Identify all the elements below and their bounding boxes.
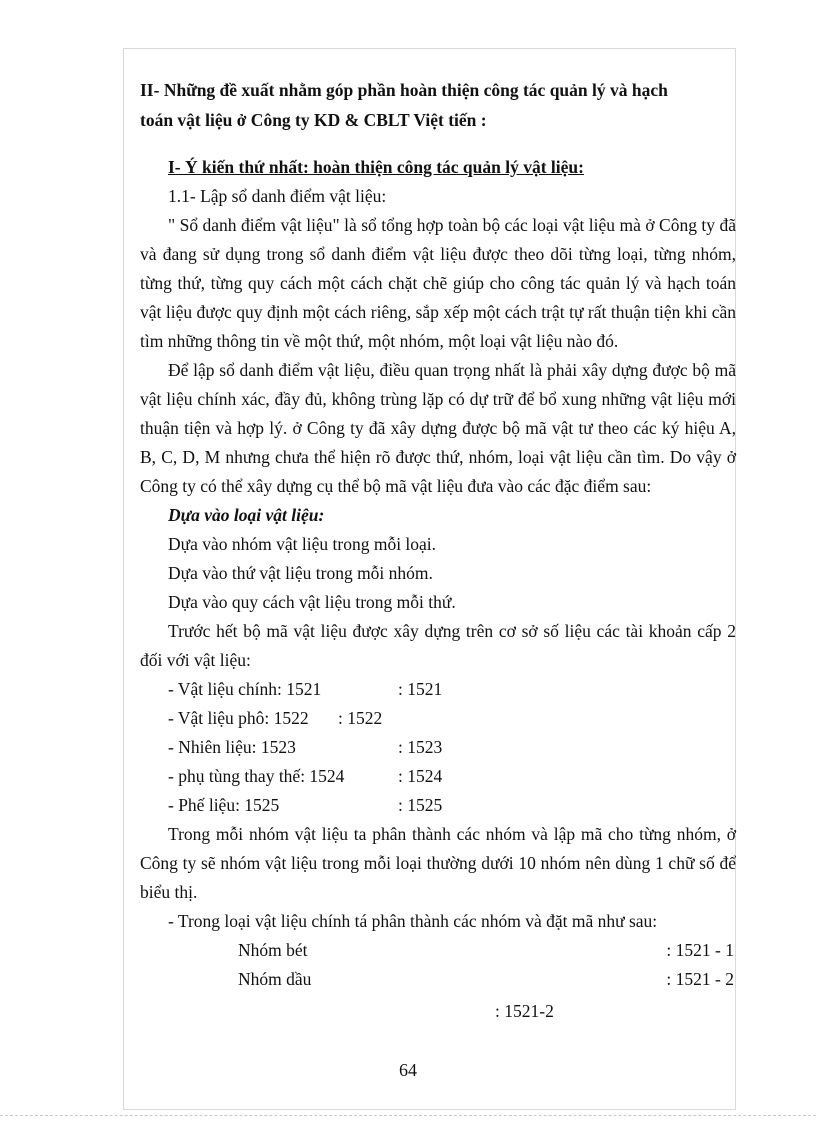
account-code: : 1525 — [398, 795, 443, 815]
account-label: - Vật liệu chính: 1521 — [168, 679, 322, 699]
group-code: : 1521 - 1 — [666, 940, 734, 960]
paragraph-accounts-intro: Trước hết bộ mã vật liệu được xây dựng trên cơ sở số liệu các tài khoản cấp 2 đối với vật liệu: — [140, 621, 736, 670]
account-row — [140, 733, 736, 762]
group-row — [140, 936, 736, 965]
account-label: - Nhiên liệu: 1523 — [168, 737, 296, 757]
account-code: : 1522 — [338, 708, 383, 728]
paragraph-main-material-groups: - Trong loại vật liệu chính tá phân thành các nhóm và đặt mã như sau: — [168, 911, 658, 931]
account-row — [140, 704, 736, 733]
trailing-code: : 1521-2 — [495, 1001, 554, 1021]
account-row — [140, 791, 736, 820]
basis-line: Dựa vào nhóm vật liệu trong mỗi loại. — [168, 534, 437, 554]
subsection-title: I- Ý kiến thứ nhất: hoàn thiện công tác quản lý vật liệu: — [168, 157, 584, 177]
basis-line: Dựa vào quy cách vật liệu trong mỗi thứ. — [168, 592, 456, 612]
account-label: - phụ tùng thay thế: 1524 — [168, 766, 345, 786]
item-1-1-heading: 1.1- Lập sổ danh điểm vật liệu: — [168, 186, 387, 206]
account-row — [140, 762, 736, 791]
account-code: : 1524 — [398, 766, 443, 786]
paragraph-group-coding: Trong mỗi nhóm vật liệu ta phân thành các nhóm và lập mã cho từng nhóm, ở Công ty sẽ nhóm vật liệu trong mỗi loại thường dưới 10 nhóm nên dùng 1 chữ số để biểu thị. — [140, 824, 736, 902]
emphasis-heading: Dựa vào loại vật liệu: — [168, 505, 325, 525]
document-body — [140, 75, 736, 1026]
account-row — [140, 675, 736, 704]
section-title-line-2: toán vật liệu ở Công ty KD & CBLT Việt tiến : — [140, 110, 487, 130]
basis-line: Dựa vào thứ vật liệu trong mỗi nhóm. — [168, 563, 433, 583]
group-row — [140, 965, 736, 994]
page-number: 64 — [399, 1060, 417, 1080]
section-title-line-1: II- Những đề xuất nhằm góp phần hoàn thiện công tác quản lý và hạch — [140, 80, 668, 100]
paragraph-code-system: Để lập sổ danh điểm vật liệu, điều quan trọng nhất là phải xây dựng được bộ mã vật liệu chính xác, đầy đủ, không trùng lặp có dự trữ để bổ xung những vật liệu mới thuận tiện và hợp lý. ở Công ty đã xây dựng được bộ mã vật tư theo các ký hiệu A, B, C, D, M nhưng chưa thể hiện rõ được thứ, nhóm, loại vật liệu cần tìm. Do vậy ở Công ty có thể xây dựng cụ thể bộ mã vật liệu đưa vào các đặc điểm sau: — [140, 360, 736, 496]
group-code: : 1521 - 2 — [666, 969, 734, 989]
group-name: Nhóm dầu — [238, 969, 312, 989]
account-code: : 1523 — [398, 737, 443, 757]
account-code: : 1521 — [398, 679, 443, 699]
group-name: Nhóm bét — [238, 940, 308, 960]
paragraph-definition: " Sổ danh điểm vật liệu" là sổ tổng hợp toàn bộ các loại vật liệu mà ở Công ty đã và đang sử dụng trong sổ danh điểm vật liệu được theo dõi từng loại, từng nhóm, từng thứ, từng quy cách một cách chặt chẽ giúp cho công tác quản lý và hạch toán vật liệu được quy định một cách riêng, sắp xếp một cách trật tự rất thuận tiện khi cần tìm những thông tin về một thứ, một nhóm, một loại vật liệu nào đó. — [140, 215, 736, 351]
page-break-line — [0, 1115, 816, 1116]
account-label: - Vật liệu phô: 1522 — [168, 708, 309, 728]
account-label: - Phế liệu: 1525 — [168, 795, 280, 815]
